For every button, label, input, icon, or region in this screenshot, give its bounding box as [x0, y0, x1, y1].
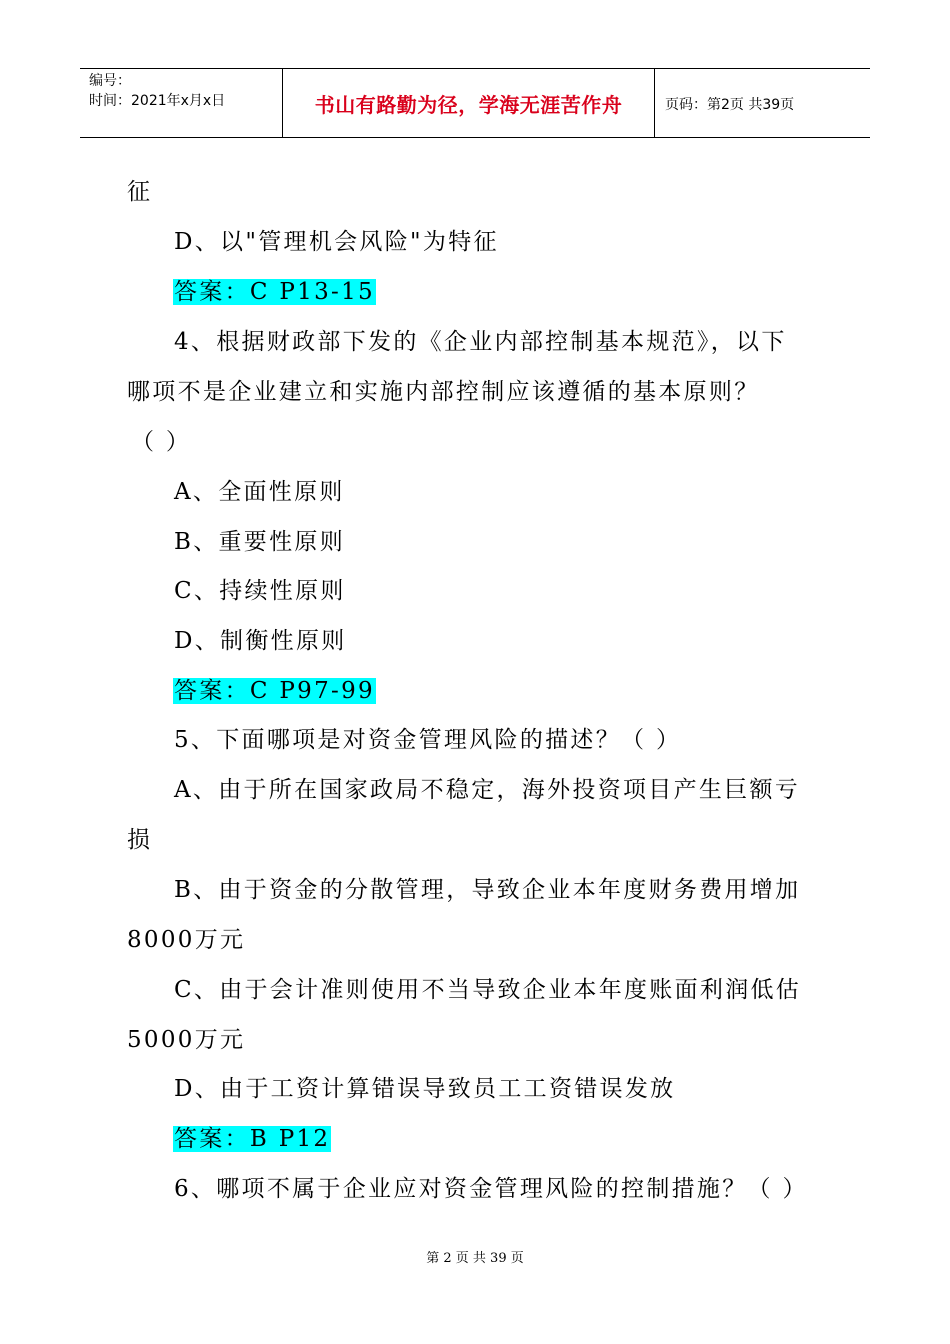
option-d-line: D、制衡性原则 — [174, 628, 347, 654]
question-4-blank: （ ） — [131, 429, 192, 455]
answer-highlight: 答案：B P12 — [174, 1126, 331, 1152]
option-d-line: D、由于工资计算错误导致员工工资错误发放 — [174, 1076, 676, 1102]
page-footer: 第 2 页 共 39 页 — [426, 1251, 524, 1266]
option-b-line: B、重要性原则 — [174, 529, 346, 555]
answer-line — [173, 277, 376, 307]
question-6-line: 6、哪项不属于企业应对资金管理风险的控制措施？（ ） — [174, 1176, 808, 1202]
header-motto-cell — [283, 69, 655, 137]
answer-highlight: 答案：C P13-15 — [174, 279, 375, 305]
option-a-line: A、全面性原则 — [174, 479, 345, 505]
option-c-cont-line: 5000万元 — [127, 1027, 246, 1053]
text-line: 征 — [127, 179, 153, 205]
answer-line — [173, 1124, 331, 1154]
answer-line — [173, 676, 376, 706]
option-a-line: A、由于所在国家政局不稳定，海外投资项目产生巨额亏 — [174, 777, 801, 803]
option-d-line: D、以"管理机会风险"为特征 — [174, 229, 499, 255]
option-b-line: B、由于资金的分散管理，导致企业本年度财务费用增加 — [174, 877, 801, 903]
option-b-cont-line: 8000万元 — [127, 927, 246, 953]
header-page-cell — [655, 69, 870, 137]
option-c-line: C、持续性原则 — [174, 578, 346, 604]
header-motto: 书山有路勤为径，学海无涯苦作舟 — [314, 93, 623, 117]
page-header — [80, 68, 870, 138]
header-page-info: 页码：第2页 共39页 — [665, 97, 795, 113]
header-meta-cell — [80, 69, 283, 137]
question-4-cont-line: 哪项不是企业建立和实施内部控制应该遵循的基本原则？ — [127, 379, 760, 405]
serial-label: 编号： — [89, 73, 131, 89]
answer-highlight: 答案：C P97-99 — [174, 678, 375, 704]
question-4-line: 4、根据财政部下发的《企业内部控制基本规范》，以下 — [174, 329, 787, 355]
time-label: 时间：2021年x月x日 — [89, 93, 226, 109]
option-c-line: C、由于会计准则使用不当导致企业本年度账面利润低估 — [174, 977, 802, 1003]
question-5-line: 5、下面哪项是对资金管理风险的描述？（ ） — [174, 727, 682, 753]
option-a-cont-line: 损 — [127, 827, 153, 853]
